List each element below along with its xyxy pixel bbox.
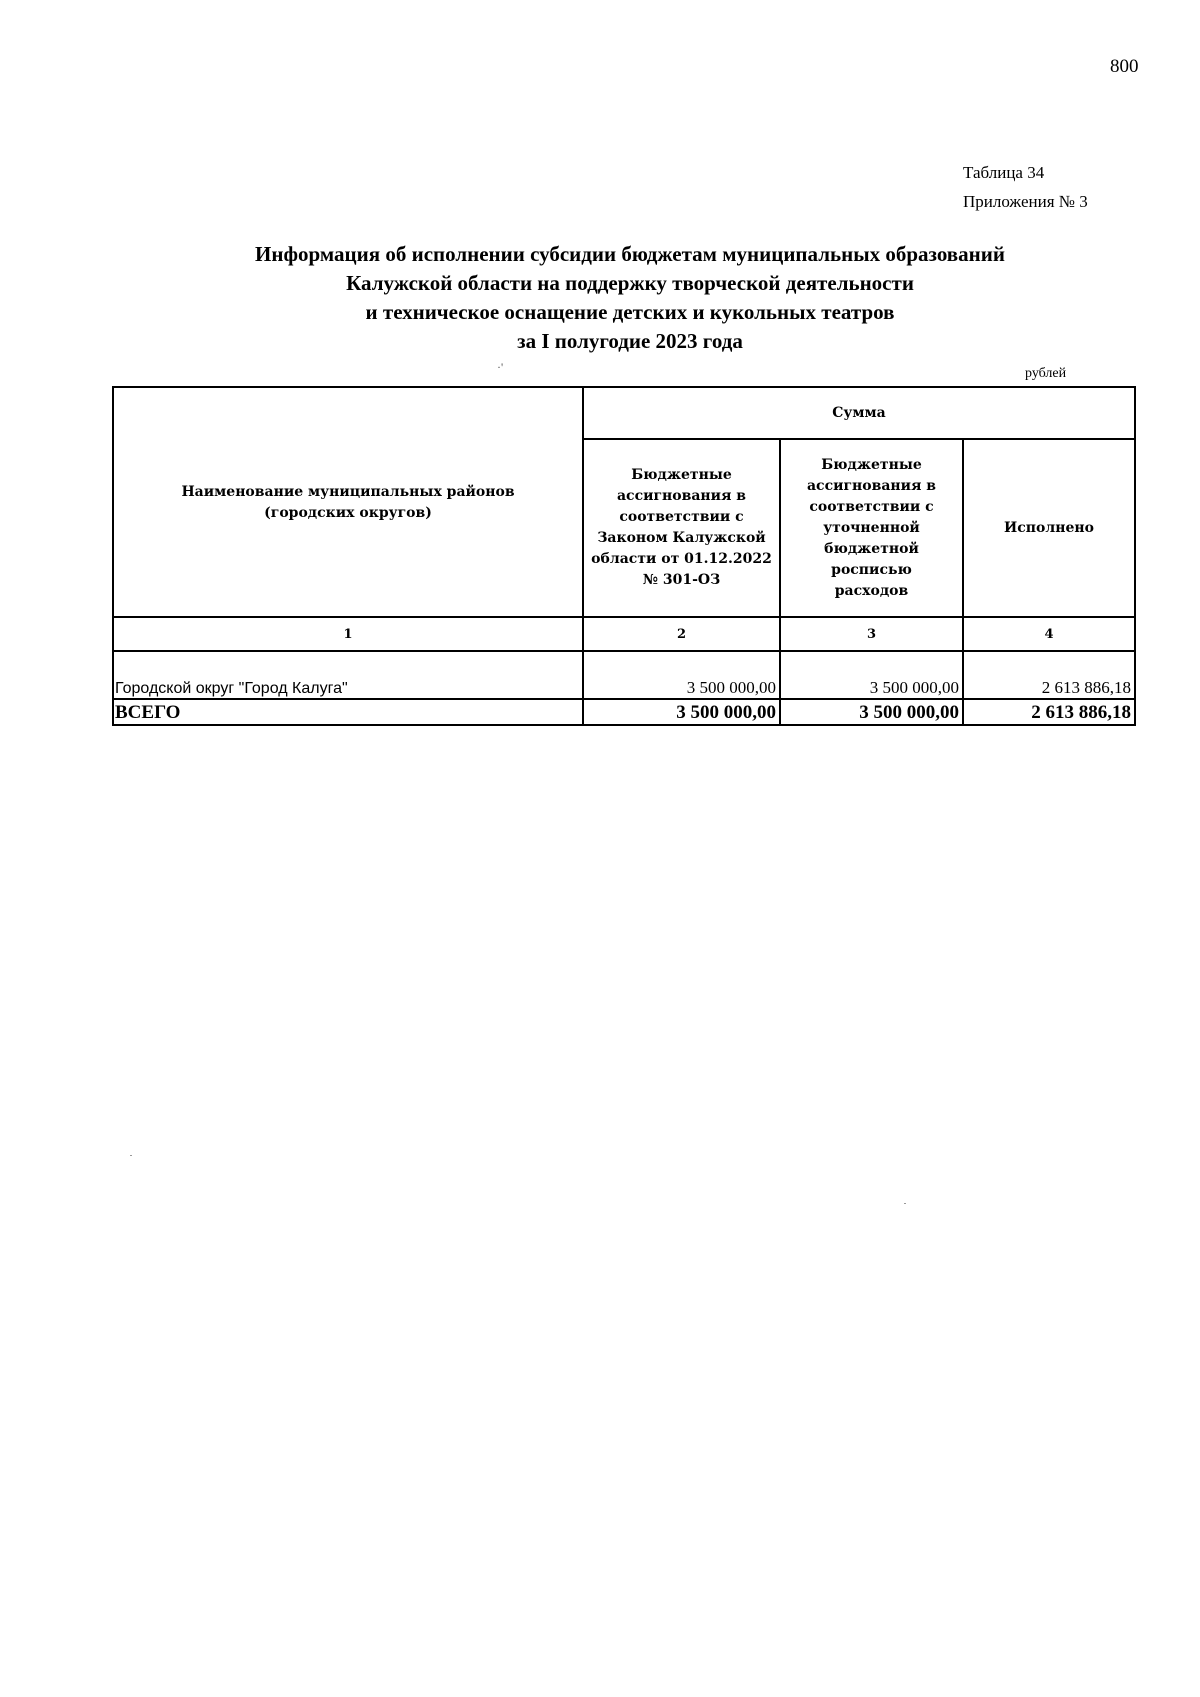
page-number: 800 [1110, 56, 1139, 77]
header-line: области от 01.12.2022 [591, 551, 772, 567]
header-law-cell [583, 439, 780, 617]
title-line: Информация об исполнении субсидии бюджетам муниципальных образований [255, 242, 1005, 266]
header-name-line: Наименование муниципальных районов [181, 484, 515, 500]
header-name-line: (городских округов) [264, 505, 432, 521]
title-line: за I полугодие 2023 года [517, 329, 743, 353]
appendix-reference [963, 158, 1088, 216]
column-number-row [113, 617, 1135, 651]
header-line: Законом Калужской [597, 530, 766, 546]
refined-amount: 3 500 000,00 [780, 651, 963, 699]
header-executed-cell: Исполнено [963, 439, 1135, 617]
header-line: ассигнования в [806, 477, 937, 494]
header-sum-cell: Сумма [583, 387, 1135, 439]
column-number: 1 [113, 617, 583, 651]
title-line: Калужской области на поддержку творческой деятельности [346, 271, 914, 295]
table-number: Таблица 34 [963, 163, 1045, 182]
total-refined-amount: 3 500 000,00 [780, 699, 963, 725]
header-line: Бюджетные [821, 456, 922, 473]
appendix-number: Приложения № 3 [963, 192, 1088, 211]
column-number: 4 [963, 617, 1135, 651]
header-line: № 301-ОЗ [642, 572, 721, 588]
header-line: расходов [834, 582, 909, 599]
column-number: 2 [583, 617, 780, 651]
header-name-cell [113, 387, 583, 617]
column-number: 3 [780, 617, 963, 651]
header-line: Бюджетные [631, 467, 732, 483]
total-label: ВСЕГО [113, 699, 583, 725]
title-line: и техническое оснащение детских и кукольных театров [365, 300, 895, 324]
executed-amount: 2 613 886,18 [963, 651, 1135, 699]
header-refined-cell [780, 439, 963, 617]
header-line: соответствии с [619, 509, 744, 525]
stray-mark: ·' [497, 360, 504, 374]
header-line: ассигнования в [616, 488, 747, 504]
header-line: бюджетной росписью [824, 540, 919, 578]
scan-speck [130, 1155, 132, 1156]
total-law-amount: 3 500 000,00 [583, 699, 780, 725]
units-label: рублей [1025, 366, 1067, 381]
municipality-name: Городской округ "Город Калуга" [113, 651, 583, 699]
header-line: соответствии с [809, 498, 934, 515]
document-title [140, 240, 1120, 356]
subsidy-table [112, 386, 1136, 726]
total-row [113, 699, 1135, 725]
law-amount: 3 500 000,00 [583, 651, 780, 699]
table-row [113, 651, 1135, 699]
scan-speck [904, 1203, 906, 1204]
header-row [113, 387, 1135, 439]
total-executed-amount: 2 613 886,18 [963, 699, 1135, 725]
header-line: уточненной [823, 519, 920, 536]
